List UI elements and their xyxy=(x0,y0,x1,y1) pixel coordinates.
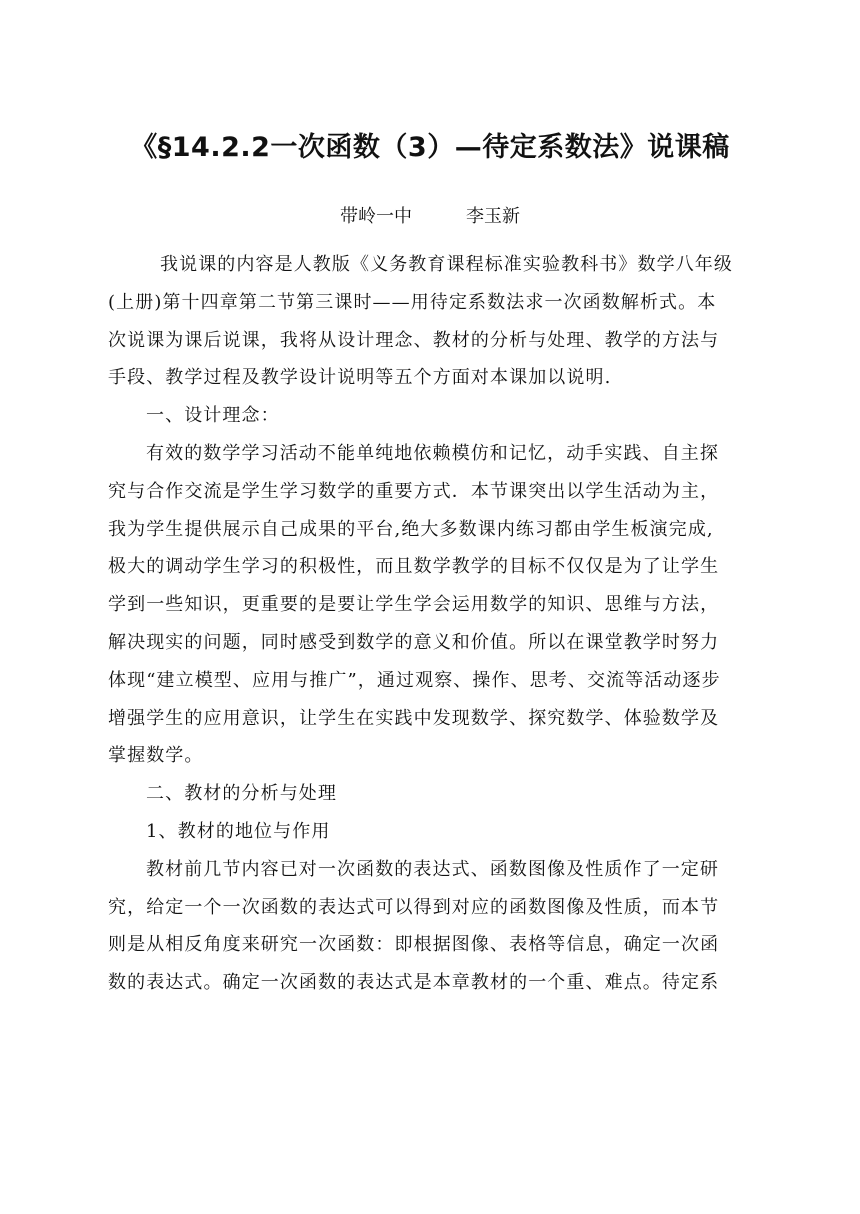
paragraph-line: 有效的数学学习活动不能单纯地依赖模仿和记忆，动手实践、自主探 xyxy=(146,442,719,464)
paragraph-line: 我为学生提供展示自己成果的平台,绝大多数课内练习都由学生板演完成, xyxy=(108,518,714,540)
section-heading: 一、设计理念： xyxy=(146,405,280,427)
paragraph-line: 次说课为课后说课，我将从设计理念、教材的分析与处理、教学的方法与 xyxy=(108,329,720,351)
paragraph-line: 教材前几节内容已对一次函数的表达式、函数图像及性质作了一定研 xyxy=(146,858,719,880)
paragraph-line: 掌握数学。 xyxy=(108,745,204,767)
paragraph-line: 手段、教学过程及教学设计说明等五个方面对本课加以说明. xyxy=(108,367,612,389)
paragraph-line: 极大的调动学生学习的积极性，而且数学教学的目标不仅仅是为了让学生 xyxy=(108,556,720,578)
section-heading: 二、教材的分析与处理 xyxy=(146,783,337,805)
paragraph-line: 数的表达式。确定一次函数的表达式是本章教材的一个重、难点。待定系 xyxy=(108,972,720,994)
paragraph-line: 增强学生的应用意识，让学生在实践中发现数学、探究数学、体验数学及 xyxy=(108,707,720,729)
paragraph-line: 究，给定一个一次函数的表达式可以得到对应的函数图像及性质，而本节 xyxy=(108,896,720,918)
paragraph-line: (上册)第十四章第二节第三课时——用待定系数法求一次函数解析式。本 xyxy=(108,291,717,313)
paragraph-line: 学到一些知识，更重要的是要让学生学会运用数学的知识、思维与方法， xyxy=(108,594,720,616)
paragraph-line: 究与合作交流是学生学习数学的重要方式．本节课突出以学生活动为主， xyxy=(108,480,720,502)
subsection-heading: 1、教材的地位与作用 xyxy=(146,820,331,842)
document-title: 《§14.2.2一次函数（3）—待定系数法》说课稿 xyxy=(130,132,730,163)
document-body xyxy=(108,246,756,1002)
author-line: 带岭一中 李玉新 xyxy=(340,206,520,227)
paragraph-line: 解决现实的问题，同时感受到数学的意义和价值。所以在课堂教学时努力 xyxy=(108,631,720,653)
paragraph-line: 则是从相反角度来研究一次函数：即根据图像、表格等信息，确定一次函 xyxy=(108,934,720,956)
paragraph-line: 体现“建立模型、应用与推广”，通过观察、操作、思考、交流等活动逐步 xyxy=(108,669,721,691)
paragraph-line: 我说课的内容是人教版《义务教育课程标准实验教科书》数学八年级 xyxy=(160,254,733,275)
